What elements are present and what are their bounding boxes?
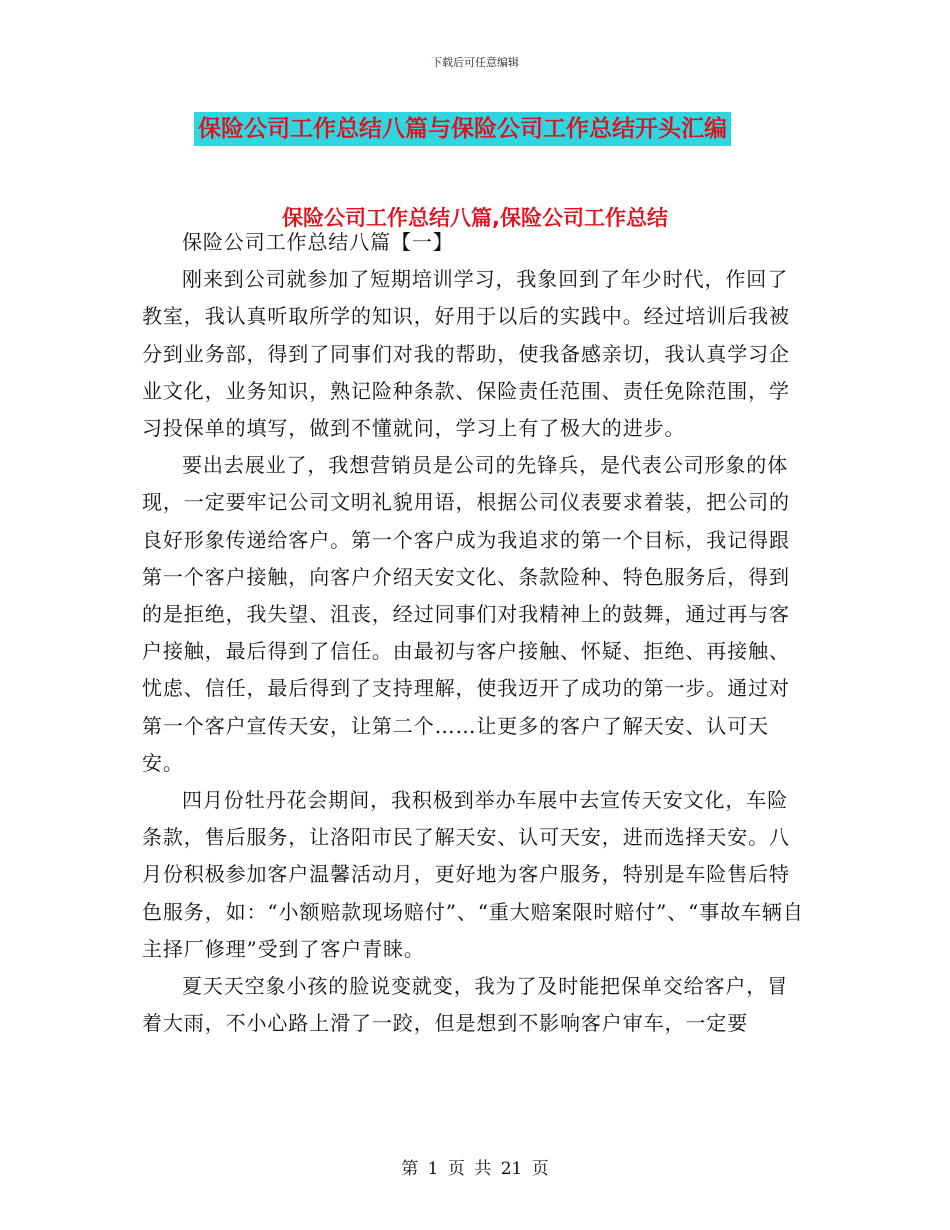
document-body (142, 224, 808, 1042)
document-sub-title: 保险公司工作总结八篇,保险公司工作总结 (282, 206, 668, 230)
section-heading: 保险公司工作总结八篇【一】 (182, 230, 454, 254)
page-footer-number: 第 1 页 共 21 页 (401, 1159, 549, 1179)
paragraph: 刚来到公司就参加了短期培训学习，我象回到了年少时代，作回了教室，我认真听取所学的知识，好用于以后的实践中。经过培训后我被分到业务部，得到了同事们对我的帮助，使我备感亲切，我认真学习企业文化，业务知识，熟记险种条款、保险责任范围、责任免除范围，学习投保单的填写，做到不懂就问，学习上有了极大的进步。 (142, 267, 790, 441)
paragraph: 四月份牡丹花会期间，我积极到举办车展中去宣传天安文化，车险条款，售后服务，让洛阳市民了解天安、认可天安，进而选择天安。八月份积极参加客户温馨活动月，更好地为客户服务，特别是车险售后特色服务，如：“小额赔款现场赔付”、“重大赔案限时赔付”、“事故车辆自主择厂修理”受到了客户青睐。 (142, 788, 804, 961)
page-header-note: 下载后可任意编辑 (431, 56, 519, 69)
paragraph: 夏天天空象小孩的脸说变就变，我为了及时能把保单交给客户，冒着大雨，不小心路上滑了一跤，但是想到不影响客户审车，一定要 (142, 974, 789, 1036)
document-main-title: 保险公司工作总结八篇与保险公司工作总结开头汇编 (194, 112, 731, 146)
paragraph: 要出去展业了，我想营销员是公司的先锋兵，是代表公司形象的体现，一定要牢记公司文明礼貌用语，根据公司仪表要求着装，把公司的良好形象传递给客户。第一个客户成为我追求的第一个目标，我记得跟第一个客户接触，向客户介绍天安文化、条款险种、特色服务后，得到的是拒绝，我失望、沮丧，经过同事们对我精神上的鼓舞，通过再与客户接触，最后得到了信任。由最初与客户接触、怀疑、拒绝、再接触、忧虑、信任，最后得到了支持理解，使我迈开了成功的第一步。通过对第一个客户宣传天安，让第二个……让更多的客户了解天安、认可天安。 (142, 453, 790, 775)
